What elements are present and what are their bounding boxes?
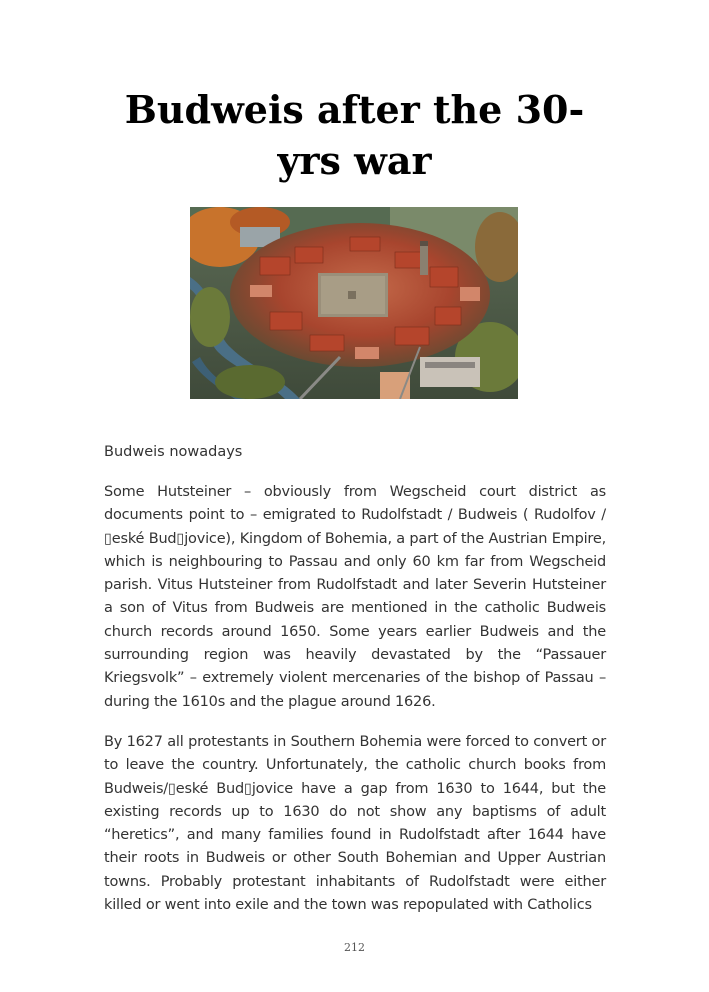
page-title: Budweis after the 30-yrs war (124, 87, 585, 183)
city-aerial-photo (190, 207, 518, 399)
body-paragraph: By 1627 all protestants in Southern Bohemia were forced to convert or to leave the country. Unfortunately, the catholic church books from Budweis/▯eské Bud▯jovice have a gap from 1630 to 1644, but the existing records up to 1630 do not show any baptisms of adult “heretics”, and many families found in Rudolfstadt after 1644 have their roots in Budweis or other South Bohemian and Upper Austrian towns. Probably protestant inhabitants of Rudolfstadt were either killed or went into exile and the town was repopulated with Catholics (104, 734, 606, 914)
image-caption: Budweis nowadays (104, 444, 243, 460)
page-number: 212 (344, 941, 365, 954)
body-paragraph: Some Hutsteiner – obviously from Wegscheid court district as documents point to – emigrated to Rudolfstadt / Budweis ( Rudolfov / ▯eské Bud▯jovice), Kingdom of Bohemia, a part of the Austrian Empire, which is neighbouring to Passau and only 60 km far from Wegscheid parish. Vitus Hutsteiner from Rudolfstadt and later Severin Hutsteiner a son of Vitus from Budweis are mentioned in the catholic Budweis church records around 1650. Some years earlier Budweis and the surrounding region was heavily devastated by the “Passauer Kriegsvolk” – extremely violent mercenaries of the bishop of Passau – during the 1610s and the plague around 1626. (104, 484, 606, 710)
